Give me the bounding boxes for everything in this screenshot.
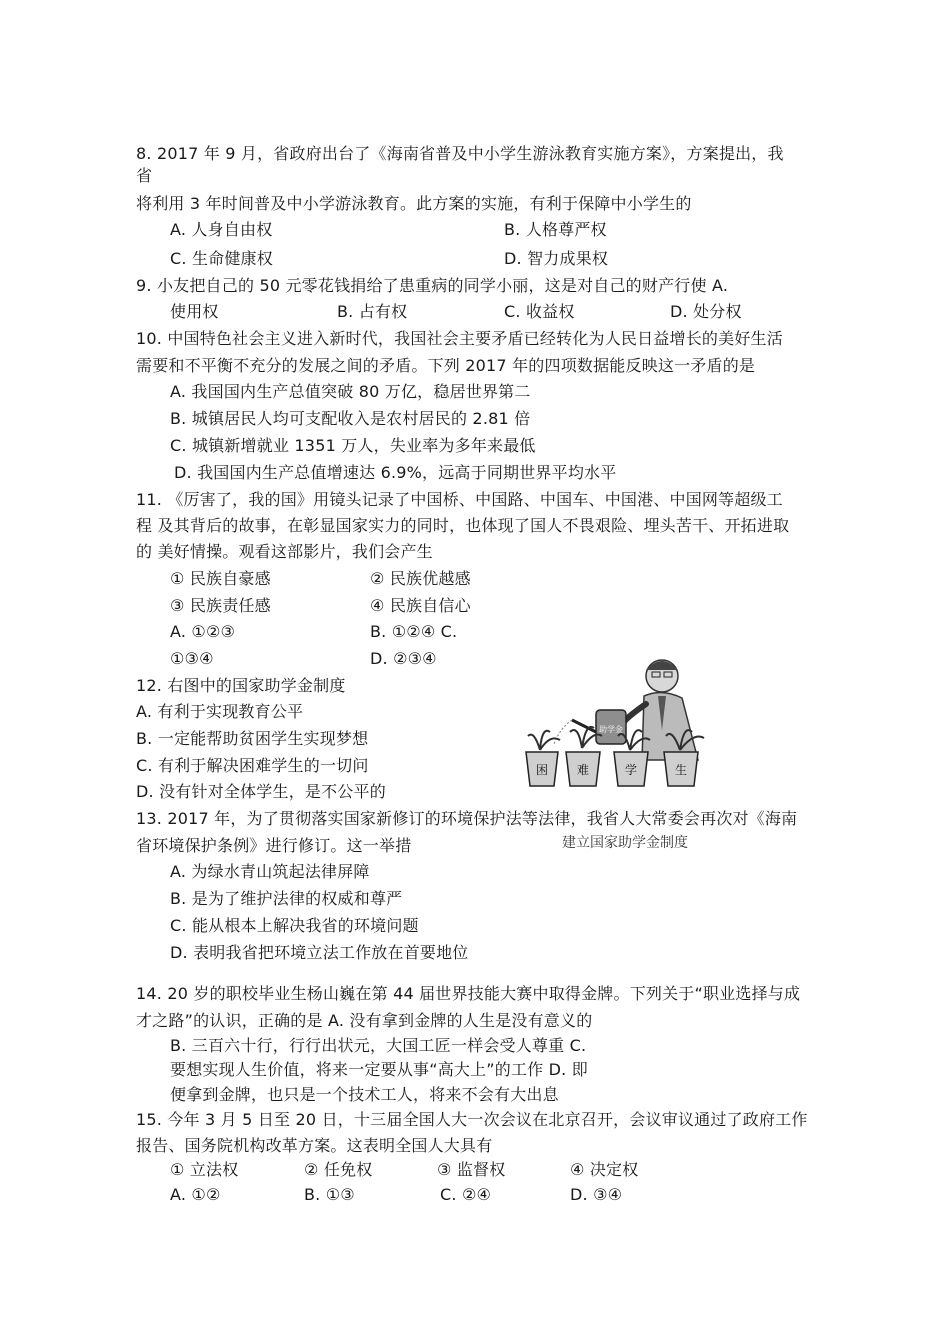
q11-option-d: D. ②③④ <box>370 649 437 668</box>
q8-stem-line-1: 8. 2017 年 9 月，省政府出台了《海南省普及中小学生游泳教育实施方案》，方案提出，我 <box>136 144 784 163</box>
q8-option-c: C. 生命健康权 <box>170 249 273 268</box>
q10-stem-line-1: 10. 中国特色社会主义进入新时代，我国社会主要矛盾已经转化为人民日益增长的美好生活 <box>136 329 783 348</box>
watering-can-label: 助学金 <box>599 725 623 734</box>
q10-option-d: D. 我国国内生产总值增速达 6.9%，远高于同期世界平均水平 <box>174 463 617 482</box>
q10-option-a: A. 我国国内生产总值突破 80 万亿，稳居世界第二 <box>170 382 531 401</box>
q15-statement-3: ③ 监督权 <box>437 1160 506 1179</box>
q9-option-b: B. 占有权 <box>337 302 408 321</box>
q13-stem-line-1: 13. 2017 年，为了贯彻落实国家新修订的环境保护法等法律，我省人大常委会再次对《海南 <box>136 809 798 828</box>
q9-stem-line-1: 9. 小友把自己的 50 元零花钱捐给了患重病的同学小丽，这是对自己的财产行使 A. <box>136 276 729 295</box>
q9-option-d: D. 处分权 <box>670 302 742 321</box>
q10-option-b: B. 城镇居民人均可支配收入是农村居民的 2.81 倍 <box>170 409 531 428</box>
q8-stem-line-2: 省 <box>136 166 153 185</box>
q11-stem-line-1: 11. 《厉害了，我的国》用镜头记录了中国桥、中国路、中国车、中国港、中国网等超级工 <box>136 490 783 509</box>
pot-label-1: 困 <box>535 763 549 777</box>
q12-option-a: A. 有利于实现教育公平 <box>136 702 304 721</box>
q11-option-a: A. ①②③ <box>170 622 236 641</box>
q15-option-a: A. ①② <box>170 1185 221 1204</box>
q13-option-a: A. 为绿水青山筑起法律屏障 <box>170 862 370 881</box>
water-stream <box>554 720 572 744</box>
q15-option-d: D. ③④ <box>570 1185 623 1204</box>
q14-line-5: 便拿到金牌，也只是一个技术工人，将来不会有大出息 <box>170 1085 559 1104</box>
q10-stem-line-2: 需要和不平衡不充分的发展之间的矛盾。下列 2017 年的四项数据能反映这一矛盾的是 <box>136 356 756 375</box>
q10-option-c: C. 城镇新增就业 1351 万人，失业率为多年来最低 <box>170 436 536 455</box>
q12-stem-line-1: 12. 右图中的国家助学金制度 <box>136 676 346 695</box>
q9-option-c: C. 收益权 <box>504 302 575 321</box>
q15-statement-1: ① 立法权 <box>170 1160 239 1179</box>
pot-label-4: 生 <box>674 763 688 777</box>
q11-stem-line-2: 程 及其背后的故事，在彰显国家实力的同时，也体现了国人不畏艰险、埋头苦干、开拓进取 <box>136 516 790 535</box>
q13-option-b: B. 是为了维护法律的权威和尊严 <box>170 889 403 908</box>
q13-option-c: C. 能从根本上解决我省的环境问题 <box>170 916 419 935</box>
q15-option-c: C. ②④ <box>440 1185 492 1204</box>
q12-option-d: D. 没有针对全体学生，是不公平的 <box>136 782 386 801</box>
q15-stem-line-2: 报告、国务院机构改革方案。这表明全国人大具有 <box>136 1136 493 1155</box>
q8-option-d: D. 智力成果权 <box>504 249 609 268</box>
q12-option-b: B. 一定能帮助贫困学生实现梦想 <box>136 729 369 748</box>
q11-statement-4: ④ 民族自信心 <box>370 596 471 615</box>
q14-stem-line-1: 14. 20 岁的职校毕业生杨山巍在第 44 届世界技能大赛中取得金牌。下列关于“职业选择与成 <box>136 984 801 1003</box>
pot-label-2: 难 <box>576 763 590 777</box>
q14-line-3: B. 三百六十行，行行出状元，大国工匠一样会受人尊重 C. <box>170 1036 587 1055</box>
q11-stem-line-3: 的 美好情操。观看这部影片，我们会产生 <box>136 542 433 561</box>
q9-option-a: 使用权 <box>170 302 219 321</box>
plant-leaves-1 <box>528 731 560 750</box>
q11-option-c: ①③④ <box>170 649 214 668</box>
q14-stem-line-2: 才之路”的认识，正确的是 A. 没有拿到金牌的人生是没有意义的 <box>136 1011 593 1030</box>
teacher-watering-plants-illustration <box>520 640 720 830</box>
q13-option-d: D. 表明我省把环境立法工作放在首要地位 <box>170 943 469 962</box>
q15-option-b: B. ①③ <box>304 1185 355 1204</box>
q13-stem-line-2: 省环境保护条例》进行修订。这一举措 <box>136 836 412 855</box>
teacher-body <box>642 692 698 760</box>
q11-statement-1: ① 民族自豪感 <box>170 569 271 588</box>
q8-option-a: A. 人身自由权 <box>170 220 273 239</box>
q15-stem-line-1: 15. 今年 3 月 5 日至 20 日，十三届全国人大一次会议在北京召开，会议审议通过了政府工作 <box>136 1110 808 1129</box>
pot-label-3: 学 <box>624 763 638 777</box>
q15-statement-2: ② 任免权 <box>304 1160 373 1179</box>
q11-statement-3: ③ 民族责任感 <box>170 596 271 615</box>
q14-line-4: 要想实现人生价值，将来一定要从事“高大上”的工作 D. 即 <box>170 1060 588 1079</box>
teacher-hair <box>646 661 678 670</box>
q8-option-b: B. 人格尊严权 <box>504 220 607 239</box>
q12-option-c: C. 有利于解决困难学生的一切问 <box>136 756 369 775</box>
q12-figure-caption: 建立国家助学金制度 <box>562 835 688 851</box>
q15-statement-4: ④ 决定权 <box>570 1160 639 1179</box>
q11-option-b: B. ①②④ C. <box>370 622 458 641</box>
q8-stem-line-3: 将利用 3 年时间普及中小学游泳教育。此方案的实施，有利于保障中小学生的 <box>136 194 692 213</box>
q11-statement-2: ② 民族优越感 <box>370 569 471 588</box>
